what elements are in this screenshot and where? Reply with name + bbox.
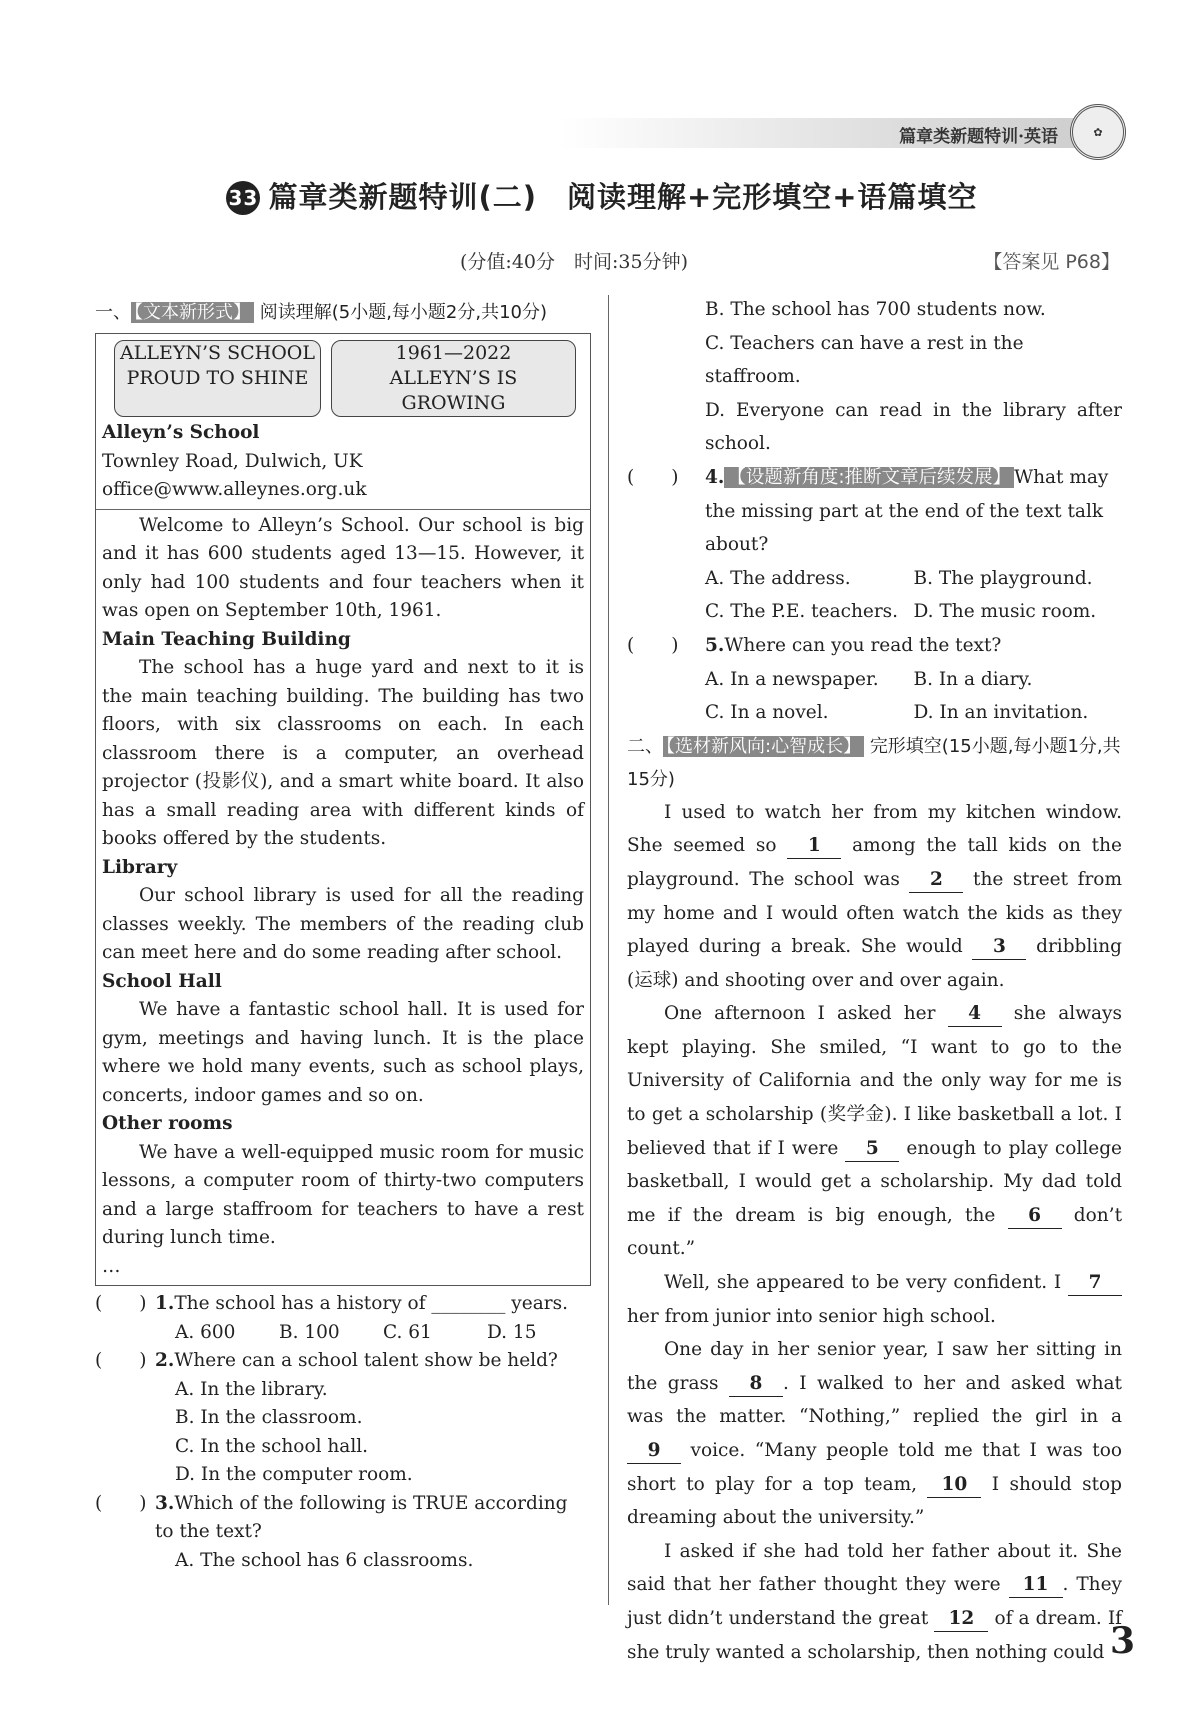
cloze-blank[interactable]: 6 <box>1008 1204 1062 1229</box>
column-divider <box>608 295 609 1605</box>
cloze-text: don’t count.” <box>627 1204 1122 1260</box>
cloze-text: she always kept playing. She smiled, “I want to go to the University of California and the only way for me is to get a scholarship (奖学金). I like basketball a lot. I believed that if I were <box>627 1003 1123 1159</box>
school-email: office@www.alleynes.org.uk <box>102 479 367 500</box>
sign-line: 1961—2022 <box>395 342 512 364</box>
cloze-passage <box>627 796 1122 1669</box>
q-num: 4. <box>705 466 725 488</box>
question-3 <box>95 1490 591 1576</box>
section-label: 完形填空(15小题,每小题1分,共15分) <box>627 735 1121 790</box>
cloze-paragraph <box>627 1333 1122 1535</box>
question-4 <box>627 461 1122 629</box>
option: C. The P.E. teachers. <box>705 601 899 623</box>
answer-slot[interactable]: ( ) <box>95 1293 147 1314</box>
cloze-text: the street from my home and I would often watch the kids as they played during a break. She would <box>627 868 1122 958</box>
q-text: Where can a school talent show be held? <box>174 1350 558 1371</box>
section-heading-cloze <box>627 730 1122 796</box>
cloze-blank[interactable]: 8 <box>729 1372 783 1397</box>
sign-motto <box>114 340 321 417</box>
page-title <box>0 175 1204 216</box>
left-column <box>95 296 591 1575</box>
option: D. In an invitation. <box>913 702 1089 724</box>
option: B. In a diary. <box>913 668 1033 690</box>
cloze-blank[interactable]: 7 <box>1068 1271 1122 1296</box>
page-number: 3 <box>1110 1620 1136 1662</box>
reading-passage-box <box>95 333 591 1286</box>
school-name: Alleyn’s School <box>102 422 260 443</box>
option: A. The school has 6 classrooms. <box>175 1549 474 1571</box>
section-prefix: 二、 <box>627 735 663 757</box>
question-2 <box>95 1347 591 1490</box>
option: B. The playground. <box>913 567 1093 589</box>
cloze-blank[interactable]: 3 <box>972 935 1026 960</box>
option: D. 15 <box>487 1321 537 1343</box>
cloze-text: among the tall kids on the playground. The school was <box>627 835 1122 890</box>
section-heading: Other rooms <box>102 1113 233 1134</box>
section-prefix: 一、 <box>95 302 131 323</box>
section-tag: 【文本新形式】 <box>131 302 254 323</box>
q-num: 1. <box>155 1293 175 1314</box>
option: D. Everyone can read in the library after school. <box>705 399 1122 455</box>
lesson-number-badge: 33 <box>226 181 260 215</box>
score-time: (分值:40分 时间:35分钟) <box>460 251 688 273</box>
sign-line: ALLEYN’S IS GROWING <box>389 367 518 414</box>
cloze-text: dribbling (运球) and shooting over and over again. <box>627 936 1122 991</box>
answer-slot[interactable]: ( ) <box>627 466 679 488</box>
cloze-blank[interactable]: 10 <box>927 1473 981 1498</box>
q-num: 5. <box>705 634 725 656</box>
cloze-text: Well, she appeared to be very confident. I <box>664 1272 1068 1294</box>
intro-paragraph: Welcome to Alleyn’s School. Our school is big and it has 600 students aged 13—15. However, it only had 100 students and four teachers when it was open on September 10th, 1961. <box>102 514 584 621</box>
option: C. In the school hall. <box>175 1435 369 1457</box>
cloze-text: One day in her senior year, I saw her sitting in the grass <box>627 1339 1122 1394</box>
option: A. In a newspaper. <box>705 668 879 690</box>
cloze-text: One afternoon I asked her <box>664 1003 948 1025</box>
option: B. 100 <box>279 1321 340 1343</box>
cloze-text: . They just didn’t understand the great <box>627 1574 1122 1629</box>
q-text: The school has a history of ________ years. <box>174 1293 568 1314</box>
section-tag: 【选材新风向:心智成长】 <box>663 736 864 757</box>
option: A. The address. <box>705 567 851 589</box>
option: C. Teachers can have a rest in the staffroom. <box>705 332 1024 388</box>
answer-reference: 【答案见 P68】 <box>983 251 1120 273</box>
question-1 <box>95 1290 591 1347</box>
option: D. In the computer room. <box>175 1464 413 1485</box>
cloze-paragraph <box>627 1535 1122 1669</box>
section-paragraph: The school has a huge yard and next to it is the main teaching building. The building has two floors, with six classrooms on each. In each classroom there is a computer, an overhead projector (投影仪), and a smart white board. It also has a small reading area with different kinds of books offered by the students. <box>102 657 584 849</box>
cloze-blank[interactable]: 12 <box>934 1607 988 1632</box>
cloze-blank[interactable]: 1 <box>787 834 841 859</box>
option: C. 61 <box>383 1321 432 1343</box>
cloze-blank[interactable]: 11 <box>1009 1573 1063 1598</box>
cloze-blank[interactable]: 2 <box>909 868 963 893</box>
sign-years <box>331 340 576 417</box>
answer-slot[interactable]: ( ) <box>95 1492 147 1514</box>
section-heading-reading <box>95 296 591 329</box>
cloze-text: I used to watch her from my kitchen window. She seemed so <box>627 801 1122 857</box>
cloze-text: enough to play college basketball, I would get a scholarship. My dad told me if the dream is big enough, the <box>627 1137 1122 1226</box>
cloze-text: I asked if she had told her father about it. She said that her father thought they were <box>627 1540 1122 1596</box>
cloze-text: I should stop dreaming about the university.” <box>627 1473 1122 1529</box>
section-paragraph: Our school library is used for all the reading classes weekly. The members of the reading club can meet here and do some reading after school. <box>102 885 584 963</box>
q-text: What may the missing part at the end of the text talk about? <box>705 466 1109 556</box>
q-num: 2. <box>155 1350 175 1371</box>
option: B. In the classroom. <box>175 1407 363 1428</box>
cloze-blank[interactable]: 5 <box>845 1137 899 1162</box>
cloze-text: . I walked to her and asked what was the matter. “Nothing,” replied the girl in a <box>627 1372 1122 1428</box>
sign-line: PROUD TO SHINE <box>126 367 309 389</box>
right-column <box>627 293 1122 1669</box>
section-paragraph: We have a fantastic school hall. It is used for gym, meetings and having lunch. It is the place where we hold many events, such as school plays, concerts, indoor games and so on. <box>102 999 584 1106</box>
section-paragraph: We have a well-equipped music room for music lessons, a computer room of thirty-two computers and a large staffroom for teachers to have a rest during lunch time. <box>102 1141 584 1248</box>
option: D. The music room. <box>913 601 1097 623</box>
running-header <box>560 118 1120 148</box>
answer-slot[interactable]: ( ) <box>627 634 679 656</box>
answer-slot[interactable]: ( ) <box>95 1350 147 1371</box>
section-heading: Library <box>102 856 178 878</box>
running-title: 篇章类新题特训·英语 <box>899 127 1058 147</box>
section-label: 阅读理解(5小题,每小题2分,共10分) <box>259 302 548 323</box>
option: A. In the library. <box>175 1378 328 1400</box>
q-text: Where can you read the text? <box>724 634 1002 656</box>
cloze-paragraph <box>627 796 1122 998</box>
question-tag: 【设题新角度:推断文章后续发展】 <box>724 467 1014 488</box>
q-num: 3. <box>155 1492 175 1514</box>
school-address: Townley Road, Dulwich, UK <box>102 450 363 472</box>
cloze-text: of a dream. If she truly wanted a scholarship, then nothing could <box>627 1607 1122 1663</box>
option: C. In a novel. <box>705 702 829 724</box>
cloze-blank[interactable]: 9 <box>627 1439 681 1464</box>
title-text: 篇章类新题特训(二) 阅读理解+完形填空+语篇填空 <box>268 180 978 214</box>
cloze-text: voice. “Many people told me that I was too short to play for a top team, <box>627 1440 1122 1495</box>
cloze-text: her from junior into senior high school. <box>627 1305 996 1327</box>
option: B. The school has 700 students now. <box>705 299 1046 320</box>
section-heading: Main Teaching Building <box>102 628 351 650</box>
question-5 <box>627 629 1122 730</box>
sign-line: ALLEYN’S SCHOOL <box>120 342 315 364</box>
cloze-paragraph <box>627 997 1122 1266</box>
cloze-paragraph <box>627 1266 1122 1333</box>
option: A. 600 <box>175 1321 236 1343</box>
cloze-blank[interactable]: 4 <box>948 1002 1002 1027</box>
q-text: Which of the following is TRUE according to the text? <box>155 1492 568 1542</box>
section-heading: School Hall <box>102 970 222 992</box>
publisher-seal-logo: ✿ <box>1070 104 1126 160</box>
ellipsis: … <box>102 1255 121 1277</box>
